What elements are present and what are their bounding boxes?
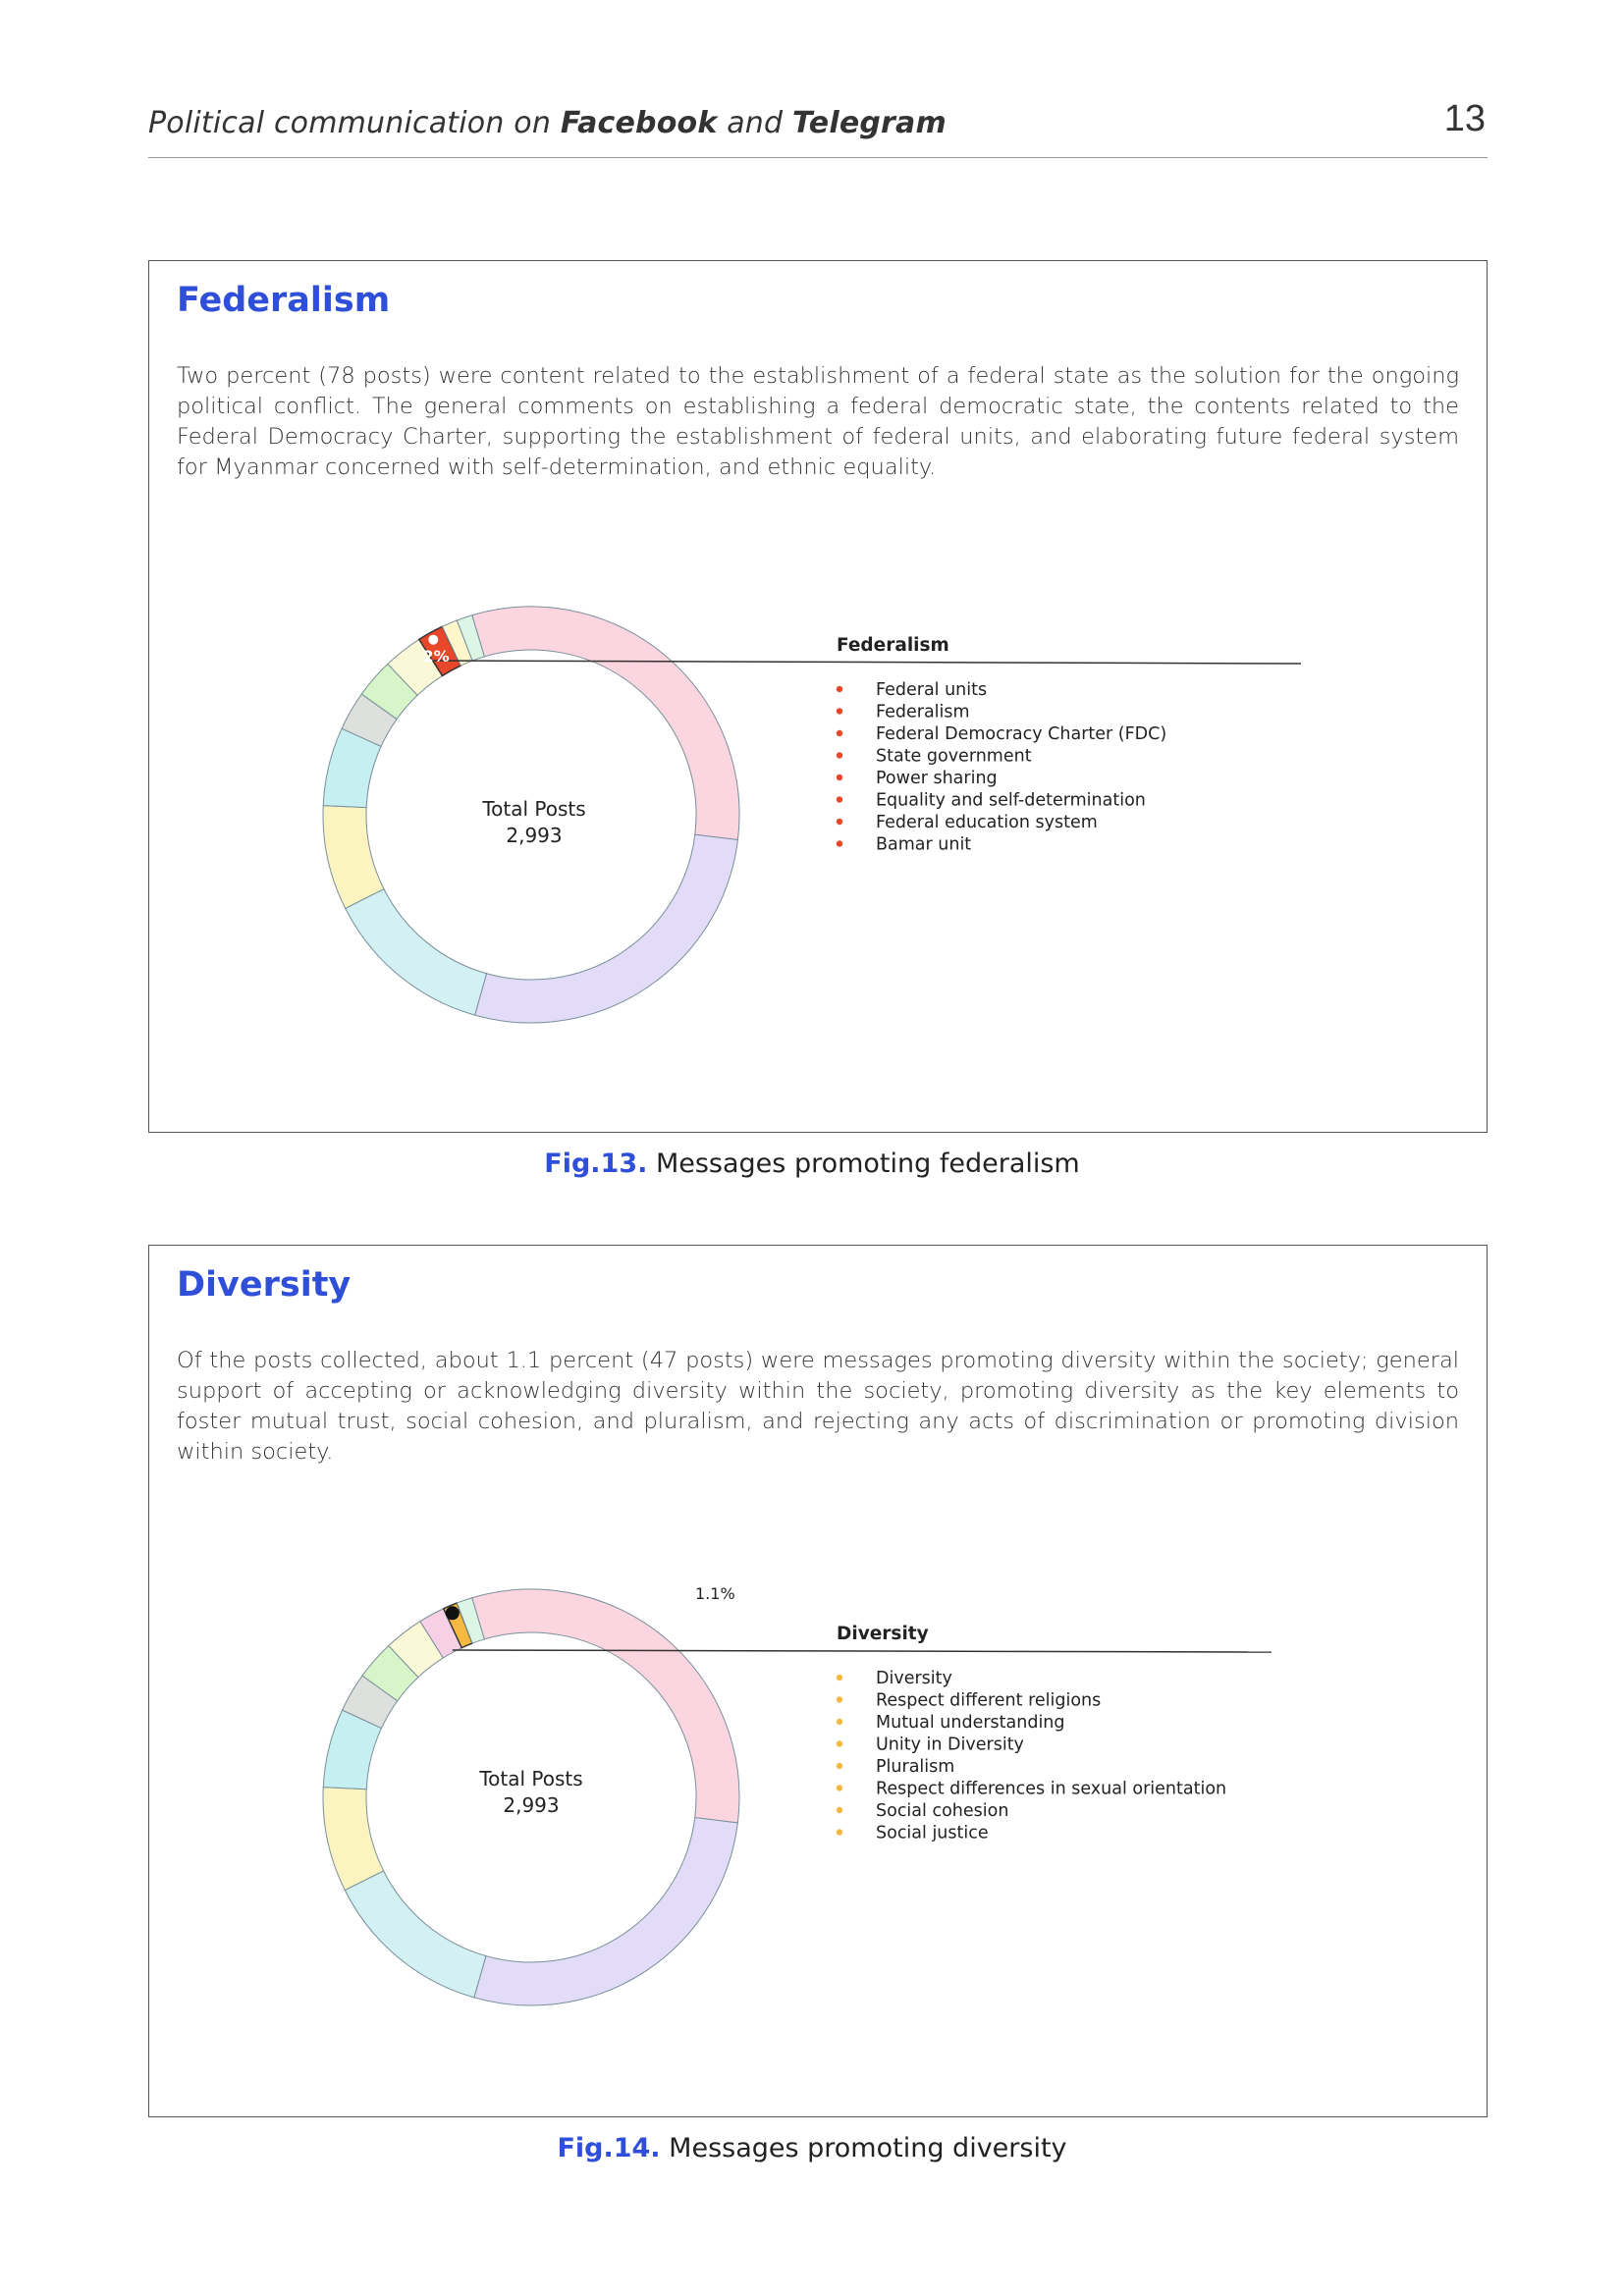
donut-segment xyxy=(474,1818,738,2005)
legend-item: Bamar unit xyxy=(876,834,972,855)
legend-bullet xyxy=(837,1719,842,1725)
title-facebook: Facebook xyxy=(560,106,718,140)
caption-figure-number: Fig.14. xyxy=(557,2133,661,2163)
federalism-donut-chart xyxy=(149,261,1487,1132)
legend-item: Social cohesion xyxy=(876,1801,1009,1821)
center-label: Total Posts xyxy=(479,1767,583,1790)
page-number: 13 xyxy=(1443,98,1486,139)
legend-bullet xyxy=(837,730,842,736)
marker-dot xyxy=(427,634,439,646)
donut-segment xyxy=(346,889,487,1015)
legend-item: Respect different religions xyxy=(876,1690,1102,1711)
diversity-panel xyxy=(148,1245,1488,2117)
legend-item: Pluralism xyxy=(876,1757,955,1777)
center-value: 2,993 xyxy=(506,824,563,847)
center-label: Total Posts xyxy=(482,797,586,821)
marker-dot xyxy=(447,1607,459,1619)
legend-bullet xyxy=(837,1763,842,1769)
legend-title: Diversity xyxy=(837,1624,929,1644)
legend-title: Federalism xyxy=(837,635,949,656)
legend-item: Equality and self-determination xyxy=(876,790,1146,811)
legend-item: Federal Democracy Charter (FDC) xyxy=(876,724,1167,744)
title-telegram: Telegram xyxy=(792,106,947,140)
legend-item: Diversity xyxy=(876,1669,952,1688)
center-value: 2,993 xyxy=(503,1793,560,1817)
legend-bullet xyxy=(837,774,842,780)
legend-item: Federalism xyxy=(876,702,970,722)
donut-segment xyxy=(323,806,384,909)
running-title xyxy=(148,106,947,140)
caption-figure-number: Fig.13. xyxy=(544,1148,648,1179)
caption-text: Messages promoting diversity xyxy=(660,2133,1067,2163)
donut-segment xyxy=(323,1788,384,1891)
legend-item: Social justice xyxy=(876,1823,989,1843)
legend-bullet xyxy=(837,708,842,714)
title-text-1: Political communication on xyxy=(148,106,561,140)
legend-bullet xyxy=(837,796,842,802)
section-body: Of the posts collected, about 1.1 percent (47 posts) were messages promoting diversity within the society; general support of accepting or acknowledging diversity within the society, promoting diversity as the key elements to foster mutual trust, social cohesion, and pluralism, and rejecting any acts of discrimination or promoting division within society. xyxy=(177,1348,1459,1465)
legend-bullet xyxy=(837,1675,842,1681)
legend-bullet xyxy=(837,1740,842,1746)
legend-item: Respect differences in sexual orientation xyxy=(876,1779,1227,1799)
legend-bullet xyxy=(837,1807,842,1813)
legend-bullet xyxy=(837,840,842,846)
legend-item: Power sharing xyxy=(876,769,998,788)
legend-bullet xyxy=(837,686,842,692)
leader-line xyxy=(453,1650,1272,1652)
federalism-panel xyxy=(148,260,1488,1133)
diversity-donut-chart xyxy=(149,1246,1487,2116)
highlight-percent-label: 1.1% xyxy=(695,1584,735,1603)
legend-bullet xyxy=(837,819,842,825)
legend-item: Federal education system xyxy=(876,813,1098,832)
figure-caption-14 xyxy=(419,2133,1205,2163)
legend-bullet xyxy=(837,752,842,758)
highlight-percent-label: 2% xyxy=(422,646,450,666)
legend-item: Unity in Diversity xyxy=(876,1735,1024,1755)
legend-item: Federal units xyxy=(876,680,988,700)
legend-bullet xyxy=(837,1829,842,1835)
legend-bullet xyxy=(837,1785,842,1790)
legend-item: State government xyxy=(876,746,1032,767)
legend-item: Mutual understanding xyxy=(876,1713,1065,1733)
section-title: Diversity xyxy=(177,1265,352,1305)
title-text-2: and xyxy=(717,106,792,140)
leader-line xyxy=(433,661,1301,664)
section-title: Federalism xyxy=(177,281,391,320)
section-body: Two percent (78 posts) were content related to the establishment of a federal state as the solution for the ongoing political conflict. The general comments on establishing a federal democratic state, the contents related to the Federal Democracy Charter, supporting the establishment of federal units, and elaborating future federal system for Myanmar concerned with self-determination, and ethnic equality. xyxy=(177,363,1459,480)
donut-segment xyxy=(475,834,738,1023)
legend-bullet xyxy=(837,1696,842,1702)
figure-caption-13 xyxy=(419,1148,1205,1179)
caption-text: Messages promoting federalism xyxy=(647,1148,1080,1179)
donut-segment xyxy=(345,1871,486,1998)
page-header xyxy=(148,98,1488,158)
